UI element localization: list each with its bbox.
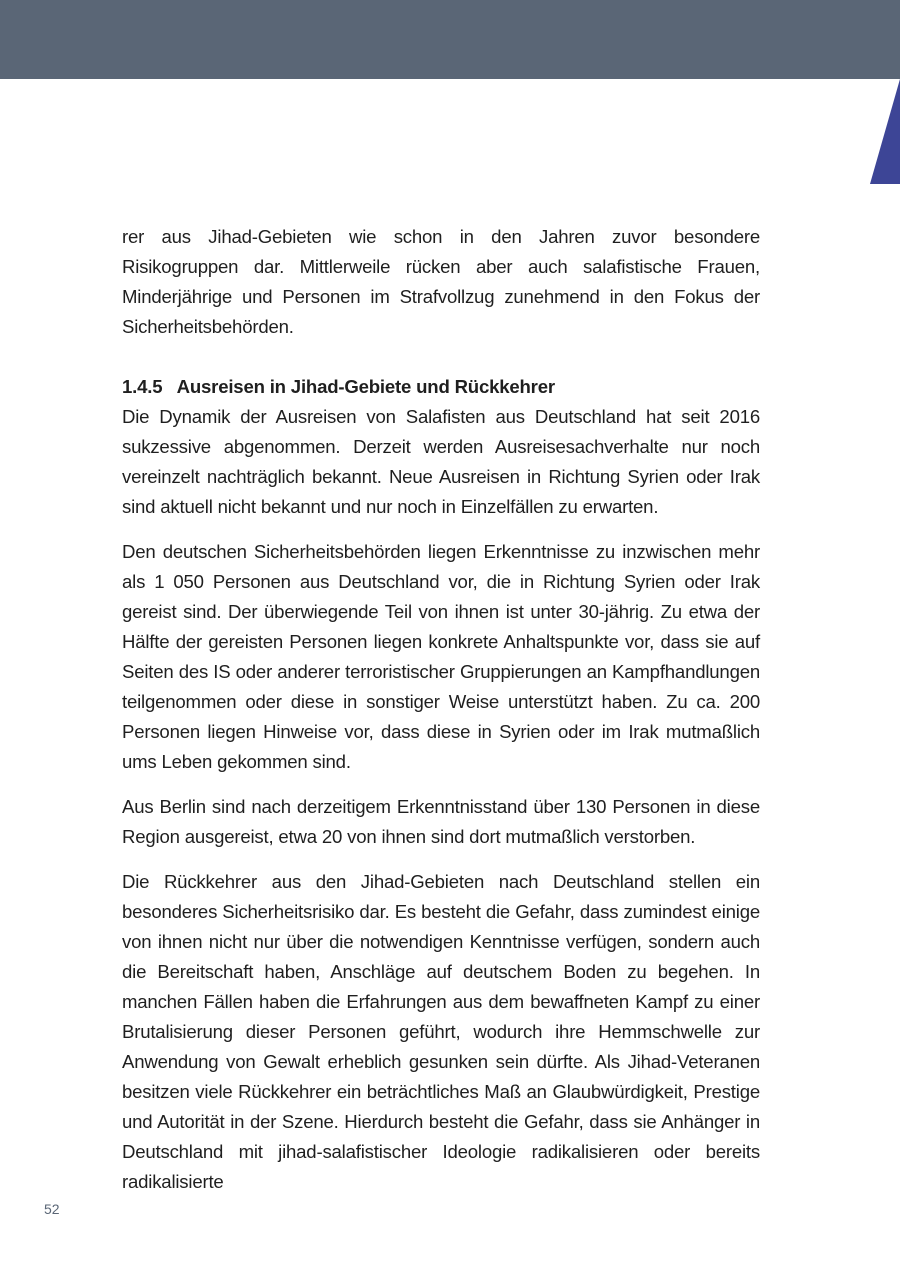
corner-accent-triangle: [870, 79, 900, 184]
paragraph: Den deutschen Sicherheitsbehörden liegen Erkenntnisse zu inzwischen mehr als 1 050 Personen aus Deutschland vor, die in Richtung Syrien oder Irak gereist sind. Der überwiegende Teil von ihnen ist unter 30-jährig. Zu etwa der Hälfte der gereisten Personen liegen konkrete Anhaltspunkte vor, dass sie auf Seiten des IS oder anderer terroristischer Gruppierungen an Kampfhandlungen teilgenommen oder diese in sonstiger Weise unterstützt haben. Zu ca. 200 Personen liegen Hinweise vor, dass diese in Syrien oder im Irak mutmaßlich ums Leben gekommen sind.: [122, 541, 760, 772]
paragraph: Aus Berlin sind nach derzeitigem Erkenntnisstand über 130 Personen in diese Region ausgereist, etwa 20 von ihnen sind dort mutmaßlich verstorben.: [122, 796, 760, 847]
header-band: [0, 0, 900, 79]
paragraph: Die Rückkehrer aus den Jihad-Gebieten nach Deutschland stellen ein besonderes Sicherheitsrisiko dar. Es besteht die Gefahr, dass zumindest einige von ihnen nicht nur über die notwendigen Kenntnisse verfügen, sondern auch die Bereitschaft haben, Anschläge auf deutschem Boden zu begehen. In manchen Fällen haben die Erfahrungen aus dem bewaffneten Kampf zu einer Brutalisierung dieser Personen geführt, wodurch ihre Hemmschwelle zur Anwendung von Gewalt erheblich gesunken sein dürfte. Als Jihad-Veteranen besitzen viele Rückkehrer ein beträchtliches Maß an Glaubwürdigkeit, Prestige und Autorität in der Szene. Hierdurch besteht die Gefahr, dass sie Anhänger in Deutschland mit jihad-salafistischer Ideologie radikalisieren oder bereits radikalisierte: [122, 871, 760, 1192]
paragraph-continued: rer aus Jihad-Gebieten wie schon in den Jahren zuvor besondere Risikogruppen dar. Mittlerweile rücken aber auch salafistische Frauen, Minderjährige und Personen im Strafvollzug zunehmend in den Fokus der Sicherheitsbehörden.: [122, 226, 760, 337]
corner-triangle-shape: [870, 79, 900, 184]
paragraph: Die Dynamik der Ausreisen von Salafisten aus Deutschland hat seit 2016 sukzessive abgenommen. Derzeit werden Ausreisesachverhalte nur noch vereinzelt nachträglich bekannt. Neue Ausreisen in Richtung Syrien oder Irak sind aktuell nicht bekannt und nur noch in Einzelfällen zu erwarten.: [122, 406, 760, 517]
section-heading: [122, 372, 760, 402]
section-number: 1.4.5: [122, 376, 163, 397]
document-body: [122, 222, 760, 1197]
page-number: 52: [44, 1201, 60, 1217]
section-title: Ausreisen in Jihad-Gebiete und Rückkehrer: [176, 376, 555, 397]
